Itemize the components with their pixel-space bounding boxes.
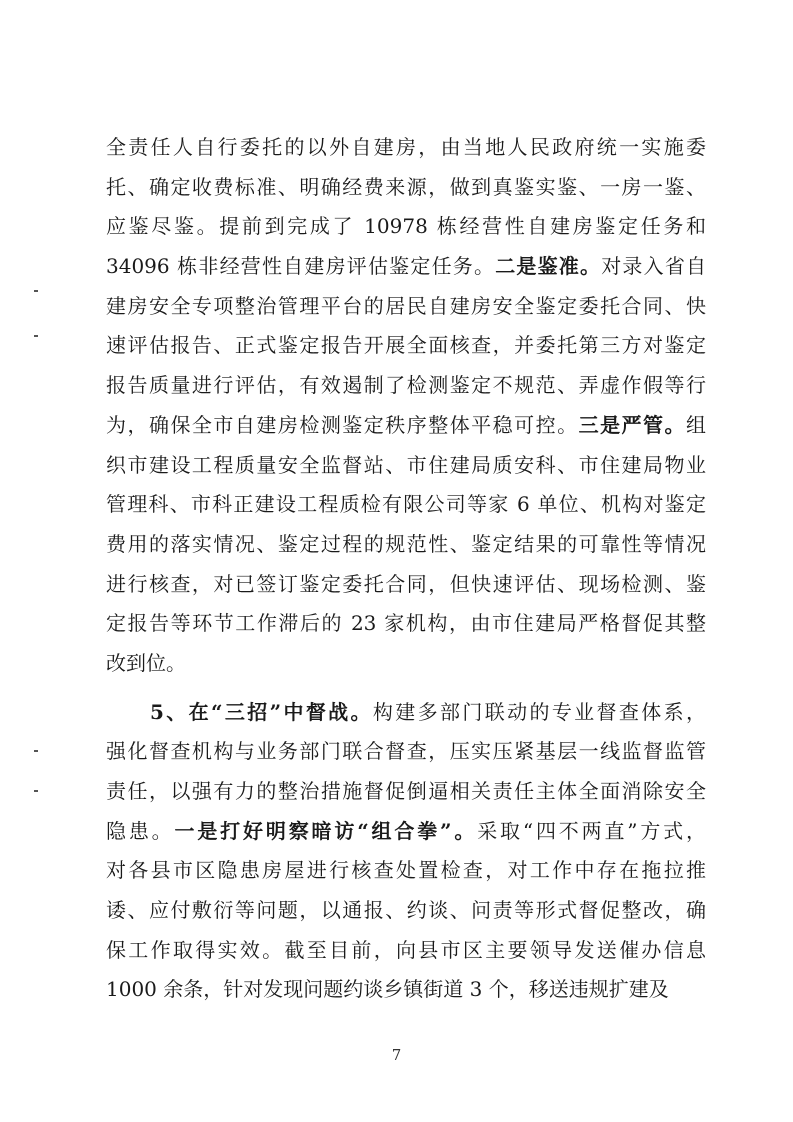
text-run: 为，确保全市自建房检测鉴定秩序整体平稳可控。 xyxy=(106,412,579,437)
bold-phrase: 5、在“三招”中督战。 xyxy=(150,699,373,724)
text-line xyxy=(106,406,706,446)
margin-mark xyxy=(34,750,38,752)
text-line xyxy=(106,247,706,287)
text-run: 对录入省自 xyxy=(601,254,707,279)
text-line xyxy=(106,931,706,971)
text-line xyxy=(106,168,706,208)
margin-mark xyxy=(34,335,38,337)
text-run: 管理科、市科正建设工程质检有限公司等家 6 单位、机构对鉴定 xyxy=(106,492,706,517)
text-line xyxy=(106,693,706,733)
bold-phrase: 三是严管。 xyxy=(578,412,687,437)
bold-phrase: 二是鉴准。 xyxy=(495,254,602,279)
text-run: 34096 栋非经营性自建房评估鉴定任务。 xyxy=(106,254,496,279)
text-line xyxy=(106,732,706,772)
text-run: 费用的落实情况、鉴定过程的规范性、鉴定结果的可靠性等情况 xyxy=(106,531,706,556)
text-line xyxy=(106,485,706,525)
text-line xyxy=(106,128,706,168)
text-run: 进行核查，对已签订鉴定委托合同，但快速评估、现场检测、鉴 xyxy=(106,571,706,596)
margin-mark xyxy=(34,290,38,292)
paragraph xyxy=(106,128,706,684)
page-number: 7 xyxy=(391,1046,402,1064)
text-run: 隐患。 xyxy=(106,818,175,843)
text-line xyxy=(106,366,706,406)
text-run: 定报告等环节工作滞后的 23 家机构，由市住建局严格督促其整 xyxy=(106,611,706,636)
text-run: 1000 余条，针对发现问题约谈乡镇街道 3 个，移送违规扩建及 xyxy=(106,977,669,1002)
text-run: 诿、应付敷衍等问题，以通报、约谈、问责等形式督促整改，确 xyxy=(106,898,706,923)
text-run: 构建多部门联动的专业督查体系， xyxy=(372,699,706,724)
text-run: 托、确定收费标准、明确经费来源，做到真鉴实鉴、一房一鉴、 xyxy=(106,174,706,199)
text-run: 建房安全专项整治管理平台的居民自建房安全鉴定委托合同、快 xyxy=(106,293,706,318)
text-run: 组 xyxy=(686,412,707,437)
paragraph xyxy=(106,693,706,1011)
text-line xyxy=(106,207,706,247)
text-run: 强化督查机构与业务部门联合督查，压实压紧基层一线监督监管 xyxy=(106,739,706,764)
text-run: 织市建设工程质量安全监督站、市住建局质安科、市住建局物业 xyxy=(106,452,706,477)
text-run: 采取“四不两直”方式， xyxy=(477,818,707,843)
text-run: 对各县市区隐患房屋进行核查处置检查，对工作中存在拖拉推 xyxy=(106,858,706,883)
body-text xyxy=(106,128,706,1010)
bold-phrase: 一是打好明察暗访“组合拳”。 xyxy=(174,818,478,843)
text-line xyxy=(106,891,706,931)
margin-mark xyxy=(34,790,38,792)
text-line xyxy=(106,970,706,1010)
text-line xyxy=(106,812,706,852)
text-line xyxy=(106,772,706,812)
text-line xyxy=(106,644,706,684)
text-run: 速评估报告、正式鉴定报告开展全面核查，并委托第三方对鉴定 xyxy=(106,333,706,358)
text-run: 报告质量进行评估，有效遏制了检测鉴定不规范、弄虚作假等行 xyxy=(106,373,706,398)
text-run: 责任，以强有力的整治措施督促倒逼相关责任主体全面消除安全 xyxy=(106,779,706,803)
text-line xyxy=(106,287,706,327)
text-line xyxy=(106,851,706,891)
text-run: 全责任人自行委托的以外自建房，由当地人民政府统一实施委 xyxy=(106,135,706,159)
text-run: 保工作取得实效。截至目前，向县市区主要领导发送催办信息 xyxy=(106,937,706,962)
text-run: 改到位。 xyxy=(106,650,186,675)
text-run: 应鉴尽鉴。提前到完成了 10978 栋经营性自建房鉴定任务和 xyxy=(106,214,706,239)
text-line xyxy=(106,446,706,486)
text-line xyxy=(106,604,706,644)
text-line xyxy=(106,525,706,565)
text-line xyxy=(106,565,706,605)
text-line xyxy=(106,326,706,366)
